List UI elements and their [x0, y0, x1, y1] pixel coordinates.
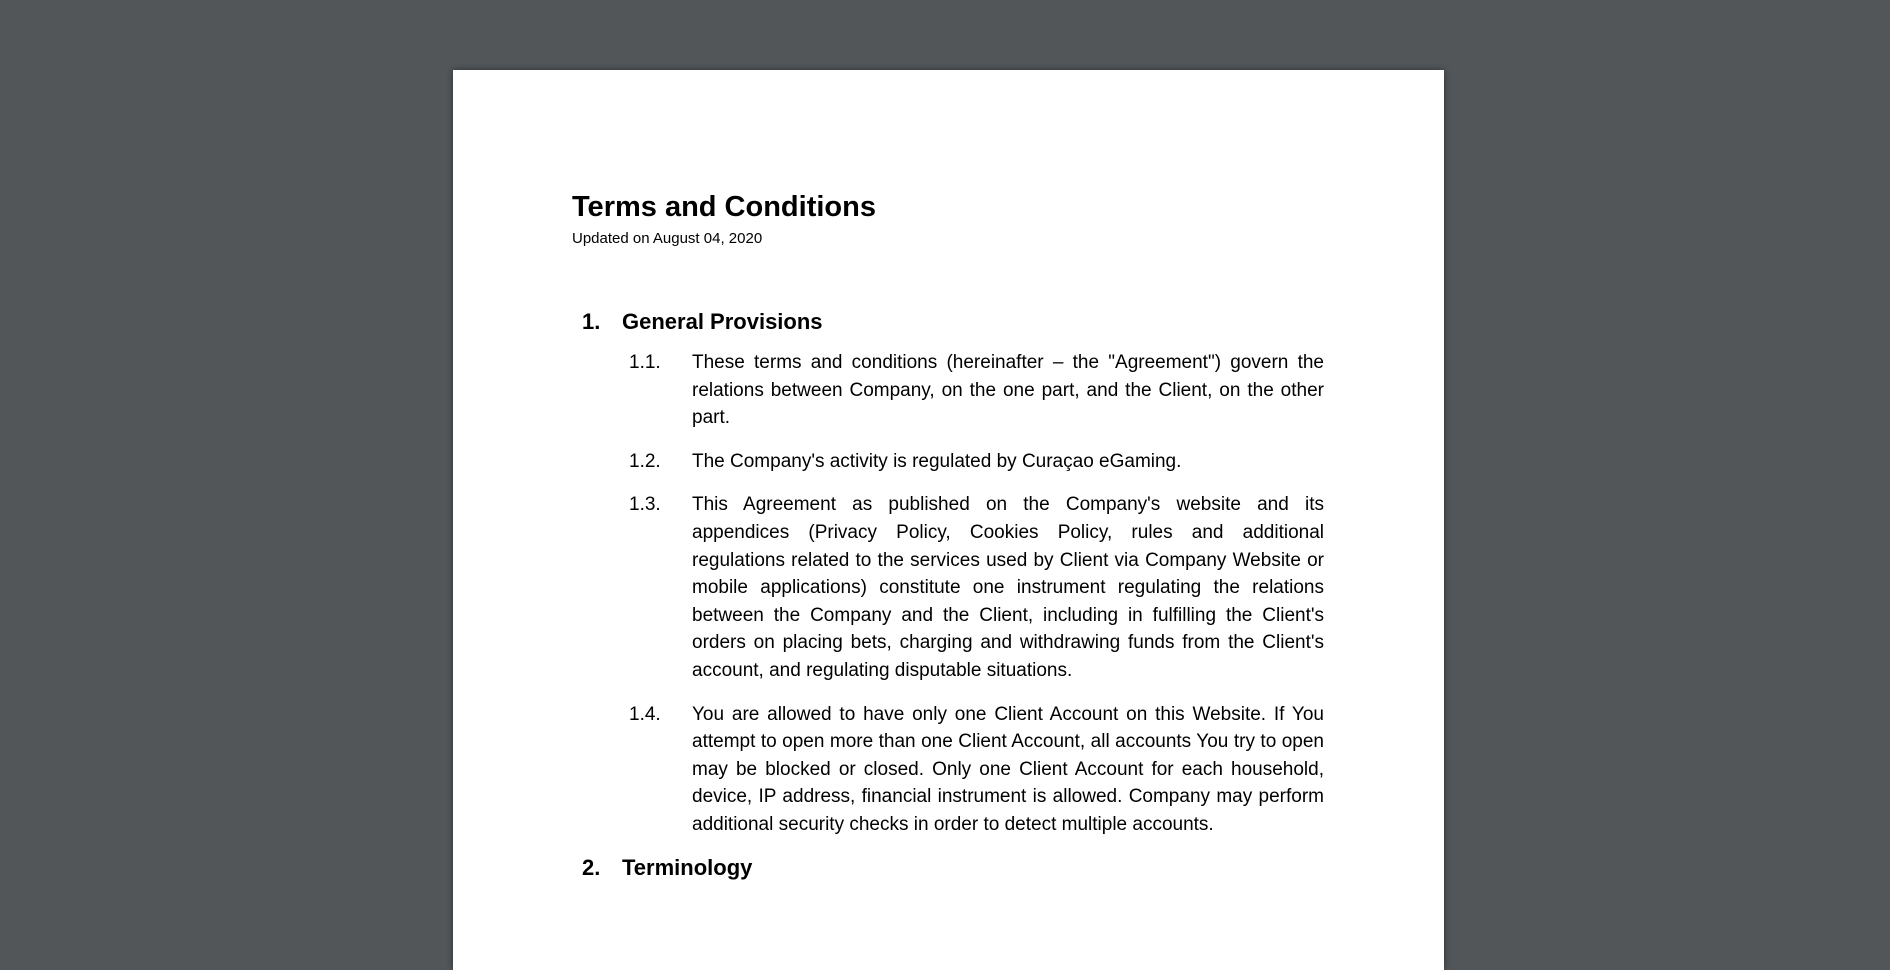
section-title: General Provisions — [622, 309, 823, 334]
clause-text: This Agreement as published on the Company's website and its appendices (Privacy Policy, Cookies Policy, rules and additional regulations related to the services used by Client via Company Website or mobile applications) constitute one instrument regulating the relations between the Company and the Client, including in fulfilling the Client's orders on placing bets, charging and withdrawing funds from the Client's account, and regulating disputable situations. — [692, 494, 1324, 681]
clause-list — [572, 349, 1324, 839]
section-heading — [572, 309, 1324, 335]
document-title: Terms and Conditions — [572, 191, 876, 223]
clause-number: 1.1. — [629, 352, 661, 373]
clause-text: The Company's activity is regulated by Curaçao eGaming. — [692, 450, 1182, 472]
section-terminology — [572, 855, 1324, 881]
clause-item — [572, 701, 1324, 839]
section-general-provisions — [572, 309, 1324, 839]
clause-number: 1.2. — [629, 450, 661, 472]
clause-number: 1.3. — [629, 494, 661, 516]
clause-item — [572, 448, 1324, 476]
section-heading — [572, 855, 1324, 881]
section-title: Terminology — [622, 854, 753, 880]
section-number: 2. — [582, 854, 601, 880]
clause-number: 1.4. — [629, 703, 661, 725]
section-number: 1. — [582, 309, 601, 334]
clause-item — [572, 349, 1324, 432]
document-page — [453, 70, 1444, 970]
clause-item — [572, 491, 1324, 684]
updated-date: Updated on August 04, 2020 — [572, 230, 763, 247]
clause-text: You are allowed to have only one Client Account on this Website. If You attempt to open more than one Client Account, all accounts You try to open may be blocked or closed. Only one Client Account for each household, device, IP address, financial instrument is allowed. Company may perform additional security checks in order to detect multiple accounts. — [692, 703, 1324, 835]
clause-text: These terms and conditions (hereinafter – the "Agreement") govern the relations between Company, on the one part, and the Client, on the other part. — [692, 352, 1324, 429]
